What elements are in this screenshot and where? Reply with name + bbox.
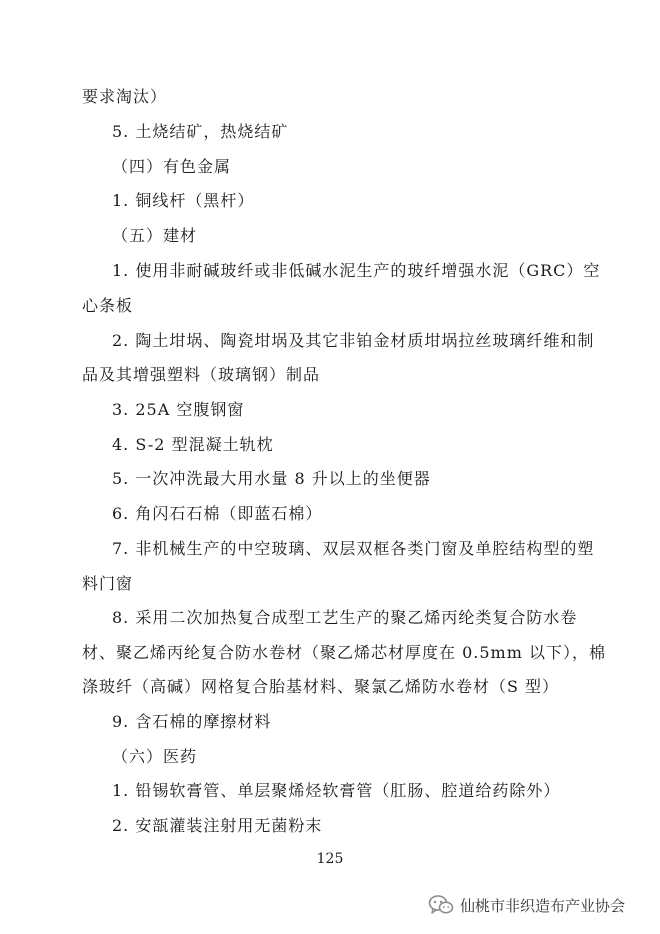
list-item: 5. 一次冲洗最大用水量 8 升以上的坐便器 bbox=[112, 469, 431, 488]
text-line: 材、聚乙烯丙纶复合防水卷材（聚乙烯芯材厚度在 0.5mm 以下），棉 bbox=[82, 643, 606, 662]
list-item: 2. 安瓿灌装注射用无菌粉末 bbox=[112, 816, 323, 835]
list-item: 6. 角闪石石棉（即蓝石棉） bbox=[112, 504, 323, 523]
list-item: 1. 使用非耐碱玻纤或非低碱水泥生产的玻纤增强水泥（GRC）空 bbox=[112, 261, 601, 280]
list-item: 1. 铜线杆（黑杆） bbox=[112, 191, 255, 210]
text-line: 料门窗 bbox=[82, 574, 134, 593]
list-item: 1. 铅锡软膏管、单层聚烯烃软膏管（肛肠、腔道给药除外） bbox=[112, 781, 561, 800]
list-item: 5. 土烧结矿，热烧结矿 bbox=[112, 122, 289, 141]
section-heading: （五）建材 bbox=[112, 226, 198, 245]
section-heading: （四）有色金属 bbox=[112, 157, 232, 176]
text-line: 涤玻纤（高碱）网格复合胎基材料、聚氯乙烯防水卷材（S 型） bbox=[82, 677, 560, 696]
list-item: 8. 采用二次加热复合成型工艺生产的聚乙烯丙纶类复合防水卷 bbox=[112, 608, 578, 627]
wechat-watermark bbox=[428, 893, 625, 917]
section-heading: （六）医药 bbox=[112, 747, 198, 766]
text-line: 品及其增强塑料（玻璃钢）制品 bbox=[82, 365, 321, 384]
list-item: 4. S-2 型混凝土轨枕 bbox=[112, 435, 274, 454]
list-item: 3. 25A 空腹钢窗 bbox=[112, 400, 245, 419]
list-item: 7. 非机械生产的中空玻璃、双层双框各类门窗及单腔结构型的塑 bbox=[112, 539, 595, 558]
list-item: 9. 含石棉的摩擦材料 bbox=[112, 712, 272, 731]
watermark-text: 仙桃市非织造布产业协会 bbox=[460, 896, 626, 915]
wechat-icon bbox=[428, 894, 454, 916]
text-line: 要求淘汰） bbox=[82, 87, 168, 106]
page-number: 125 bbox=[316, 851, 344, 867]
list-item: 2. 陶土坩埚、陶瓷坩埚及其它非铂金材质坩埚拉丝玻璃纤维和制 bbox=[112, 331, 595, 350]
text-line: 心条板 bbox=[82, 296, 134, 315]
